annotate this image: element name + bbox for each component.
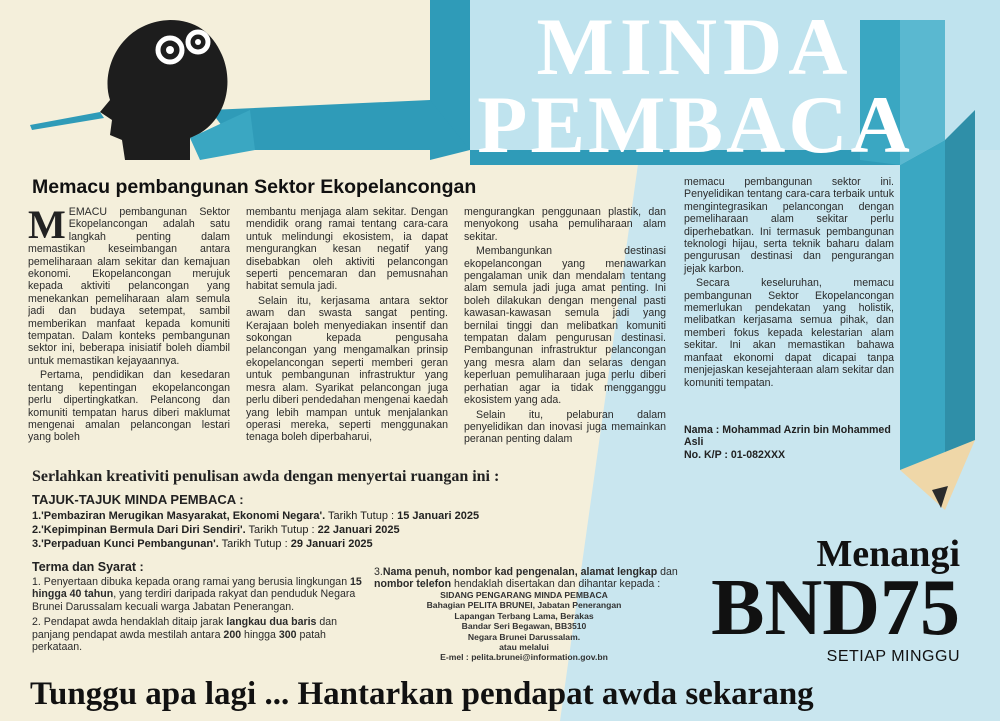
invite-heading: Serlahkan kreativiti penulisan awda dengan menyertai ruangan ini :	[32, 468, 500, 485]
terms-heading: Terma dan Syarat :	[32, 560, 144, 574]
terms-list	[32, 576, 362, 656]
paragraph: Pertama, pendidikan dan kesedaran tentang kepentingan ekopelancongan perlu dipertingkatkan. Pelancong dan komuniti tempatan harus diberi maklumat mengenai amalan pelancongan lestari yang boleh	[28, 369, 230, 444]
address-line: Negara Brunei Darussalam.	[467, 631, 581, 642]
paragraph: EMACU pembangunan Sektor Ekopelancongan adalah satu langkah penting dalam memastikan keseimbangan antara pemeliharaan alam sekitar dan kemajuan ekonomi. Ekopelancongan merujuk kepada aktiviti pelancongan yang menekankan pemeliharaan alam semula jadi dan budaya setempat, sambil memberikan manfaat kepada komuniti tempatan. Dalam konteks pembangunan sektor ini, beberapa inisiatif boleh diambil untuk memastikan kejayaannya.	[28, 206, 230, 367]
prize-win-label: Menangi	[816, 533, 960, 575]
paragraph: memacu pembangunan sektor ini. Penyelidikan tentang cara-cara terbaik untuk mengintegrasikan pelancongan dengan pemeliharaan alam sekitar perlu diperhebatkan. Ini termasuk pembangunan teknologi hijau, serta teknik baharu dalam pengurusan destinasi dan pengurangan jejak karbon.	[684, 176, 894, 275]
article-headline: Memacu pembangunan Sektor Ekopelancongan	[32, 176, 477, 198]
paragraph: mengurangkan penggunaan plastik, dan menyokong usaha pemuliharaan alam sekitar.	[464, 206, 666, 243]
article-column-2	[246, 206, 448, 460]
address-line: Bandar Seri Begawan, BB3510	[461, 621, 587, 632]
author-block	[684, 424, 894, 461]
article-columns	[28, 206, 668, 460]
author-name: Nama : Mohammad Azrin bin Mohammed Asli	[684, 424, 891, 449]
term-item-3: 3.Nama penuh, nombor kad pengenalan, alamat lengkap dan nombor telefon hendaklah disertakan dan dihantar kepada :	[374, 566, 678, 591]
address-line: Bahagian PELITA BRUNEI, Jabatan Penerangan	[426, 600, 622, 611]
topic-item: 2.'Kepimpinan Bermula Dari Diri Sendiri'. Tarikh Tutup : 22 Januari 2025	[32, 524, 400, 536]
topics-heading: TAJUK-TAJUK MINDA PEMBACA :	[32, 492, 244, 507]
topic-item: 1.'Pembaziran Merugikan Masyarakat, Ekonomi Negara'. Tarikh Tutup : 15 Januari 2025	[32, 510, 480, 522]
prize-amount: BND75	[711, 564, 960, 652]
article-column-3	[464, 206, 666, 460]
dropcap: M	[28, 206, 66, 247]
banner-title-pembaca: PEMBACA	[477, 79, 913, 170]
email-link[interactable]: pelita.brunei@information.gov.bn	[471, 652, 608, 663]
paragraph: Selain itu, pelaburan dalam penyelidikan dan inovasi juga memainkan peranan penting dalam	[464, 408, 666, 446]
address-line: SIDANG PENGARANG MINDA PEMBACA	[440, 590, 608, 600]
author-kp: No. K/P : 01-082XXX	[684, 448, 786, 461]
paragraph: membantu menjaga alam sekitar. Dengan mendidik orang ramai tentang cara-cara untuk melindungi ekosistem, ia dapat mengurangkan kesan negatif yang disebabkan oleh aktiviti pelancongan seperti pencemaran dan pemusnahan habitat semula jadi.	[246, 206, 448, 293]
email-line: E-mel : pelita.brunei@information.gov.bn	[440, 652, 608, 663]
article-column-4	[684, 176, 894, 391]
paragraph: Membangunkan destinasi ekopelancongan yang menawarkan pengalaman unik dan mendalam tentang alam semula jadi juga amat penting. Ini boleh dilakukan dengan mengenal pasti kawasan-kawasan semula jadi yang bernilai tinggi dan melibatkan komuniti tempatan dalam pengurusan destinasi. Pembangunan infrastruktur pelancongan yang mesra alam dan selaras dengan keperluan pemuliharaan juga perlu diberi perhatian agar ia tidak mengganggu ekosistem yang ada.	[464, 245, 666, 407]
term-item: 1. Penyertaan dibuka kepada orang ramai yang berusia lingkungan 15 hingga 40 tahun, yang terdiri daripada rakyat dan penduduk Negara Brunei Darussalam kecuali warga Jabatan Penerangan.	[32, 576, 362, 613]
mailing-address	[374, 590, 674, 663]
banner-title-minda: MINDA	[536, 1, 854, 92]
article-column-1	[28, 206, 230, 460]
address-line: atau melalui	[499, 642, 549, 653]
paragraph: Selain itu, kerjasama antara sektor awam dan swasta sangat penting. Kerajaan boleh menyediakan insentif dan sokongan kepada pengusaha pelancongan yang mengamalkan prinsip ekopelancongan seperti memberi geran untuk pembangunan infrastruktur yang mesra alam. Syarikat pelancongan juga perlu diberi pendedahan mengenai kaedah yang lebih mampan untuk menjalankan operasi mereka, seperti menggunakan tenaga boleh diperbaharui,	[246, 294, 448, 444]
topic-item: 3.'Perpaduan Kunci Pembangunan'. Tarikh Tutup : 29 Januari 2025	[32, 538, 373, 550]
paragraph: Secara keseluruhan, memacu pembangunan Sektor Ekopelancongan memerlukan pendekatan yang holistik, melibatkan kerjasama semua pihak, dan memberi fokus kepada kelestarian alam sekitar. Ini akan memastikan bahawa manfaat ekonomi dapat dicapai tanpa menjejaskan kesejahteraan alam sekitar dan komuniti tempatan.	[684, 277, 894, 389]
footer-slogan: Tunggu apa lagi ... Hantarkan pendapat awda sekarang	[30, 676, 814, 712]
address-line: Lapangan Terbang Lama, Berakas	[454, 610, 594, 621]
prize-frequency: SETIAP MINGGU	[826, 648, 960, 665]
term-item: 2. Pendapat awda hendaklah ditaip jarak langkau dua baris dan panjang pendapat awda mestilah antara 200 hingga 300 patah perkataan.	[32, 616, 338, 654]
